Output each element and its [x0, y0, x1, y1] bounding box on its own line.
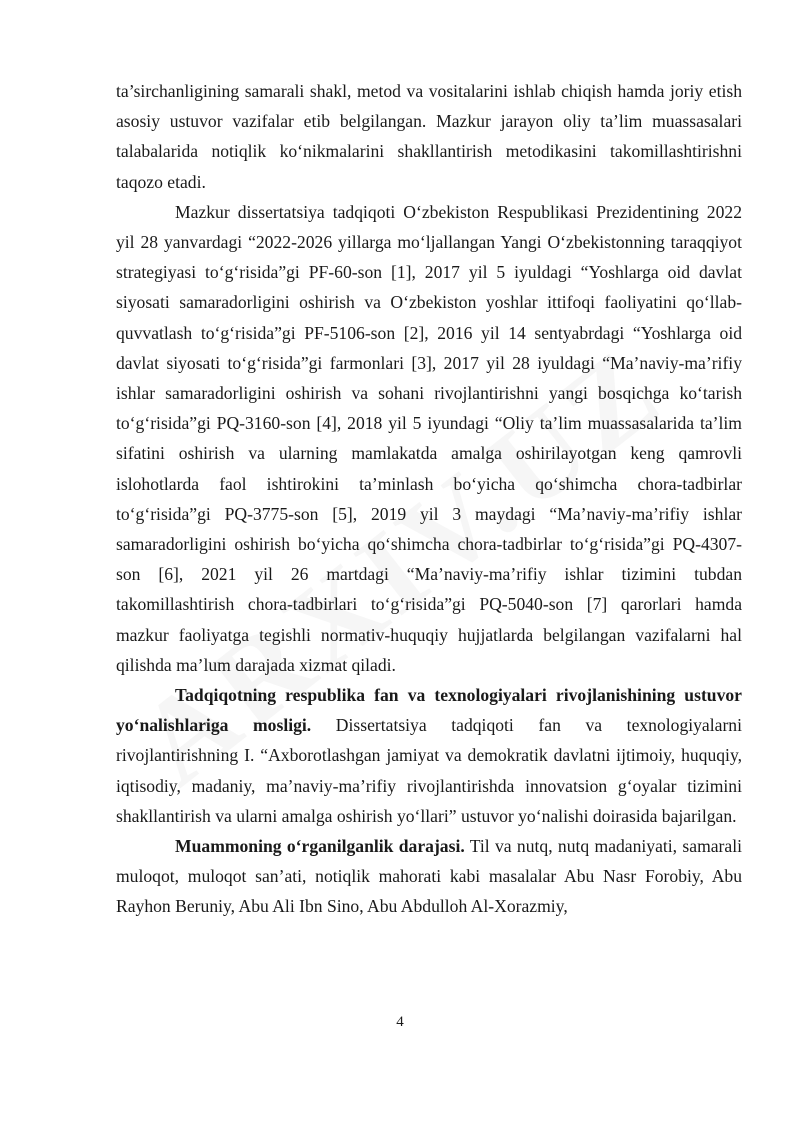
paragraph-bold-heading: Muammoning o‘rganilganlik darajasi. [175, 836, 465, 857]
paragraph-text: ta’sirchanligining samarali shakl, metod va vositalarini ishlab chiqish hamda joriy etish asosiy ustuvor vazifalar etib belgilangan. Mazkur jarayon oliy ta’lim muassasalari talabalarida notiqlik ko‘nikmalarini shakllantirish metodikasini takomillashtirishni taqozo etadi. [116, 81, 742, 192]
paragraph-text: Dissertatsiya tadqiqoti fan va texnologiyalarni rivojlantirishning I. “Axborotlashgan jamiyat va demokratik davlatni ijtimoiy, huquqiy, iqtisodiy, madaniy, ma’naviy-ma’rifiy rivojlantirishda innovatsion g‘oyalar tizimini shakllantirish va ularni amalga oshirish yo‘llari” ustuvor yo‘nalishi doirasida bajarilgan. [116, 715, 742, 826]
paragraph-continuation [116, 76, 742, 197]
paragraph-text: Til va nutq, nutq madaniyati, samarali muloqot, muloqot san’ati, notiqlik mahorati kabi masalalar Abu Nasr Forobiy, Abu Rayhon Beruniy, Abu Ali Ibn Sino, Abu Abdulloh Al-Xorazmiy, [116, 836, 743, 917]
paragraph-problem-study-level [116, 831, 742, 922]
page-number: 4 [396, 1014, 404, 1030]
paragraph-research-priority [116, 680, 742, 831]
document-body [116, 76, 742, 922]
paragraph-text: Mazkur dissertatsiya tadqiqoti O‘zbekiston Respublikasi Prezidentining 2022 yil 28 yanvardagi “2022-2026 yillarga mo‘ljallangan Yangi O‘zbekistonning taraqqiyot strategiyasi to‘g‘risida”gi PF-60-son [1], 2017 yil 5 iyuldagi “Yoshlarga oid davlat siyosati samaradorligini oshirish va O‘zbekiston yoshlar ittifoqi faoliyatini qo‘llab-quvvatlash to‘g‘risida”gi PF-5106-son [2], 2016 yil 14 sentyabrdagi “Yoshlarga oid davlat siyosati to‘g‘risida”gi farmonlari [3], 2017 yil 28 iyuldagi “Ma’naviy-ma’rifiy ishlar samaradorligini oshirish va sohani rivojlantirishni yangi bosqichga ko‘tarish to‘g‘risida”gi PQ-3160-son [4], 2018 yil 5 iyundagi “Oliy ta’lim muassasalarida ta’lim sifatini oshirish va ularning mamlakatda amalga oshirilayotgan keng qamrovli islohotlarda faol ishtirokini ta’minlash bo‘yicha qo‘shimcha chora-tadbirlar to‘g‘risida”gi PQ-3775-son [5], 2019 yil 3 maydagi “Ma’naviy-ma’rifiy ishlar samaradorligini oshirish bo‘yicha qo‘shimcha chora-tadbirlar to‘g‘risida”gi PQ-4307-son [6], 2021 yil 26 martdagi “Ma’naviy-ma’rifiy ishlar tizimini tubdan takomillashtirish chora-tadbirlari to‘g‘risida”gi PQ-5040-son [7] qarorlari hamda mazkur faoliyatga tegishli normativ-huquqiy hujjatlarda belgilangan vazifalarni hal qilishda ma’lum darajada xizmat qiladi. [116, 201, 742, 675]
paragraph-legal-basis [116, 197, 742, 680]
paragraph-bold-heading: Tadqiqotning respublika fan va texnologiyalari rivojlanishining ustuvor yo‘nalishlariga mosligi. [116, 685, 742, 736]
